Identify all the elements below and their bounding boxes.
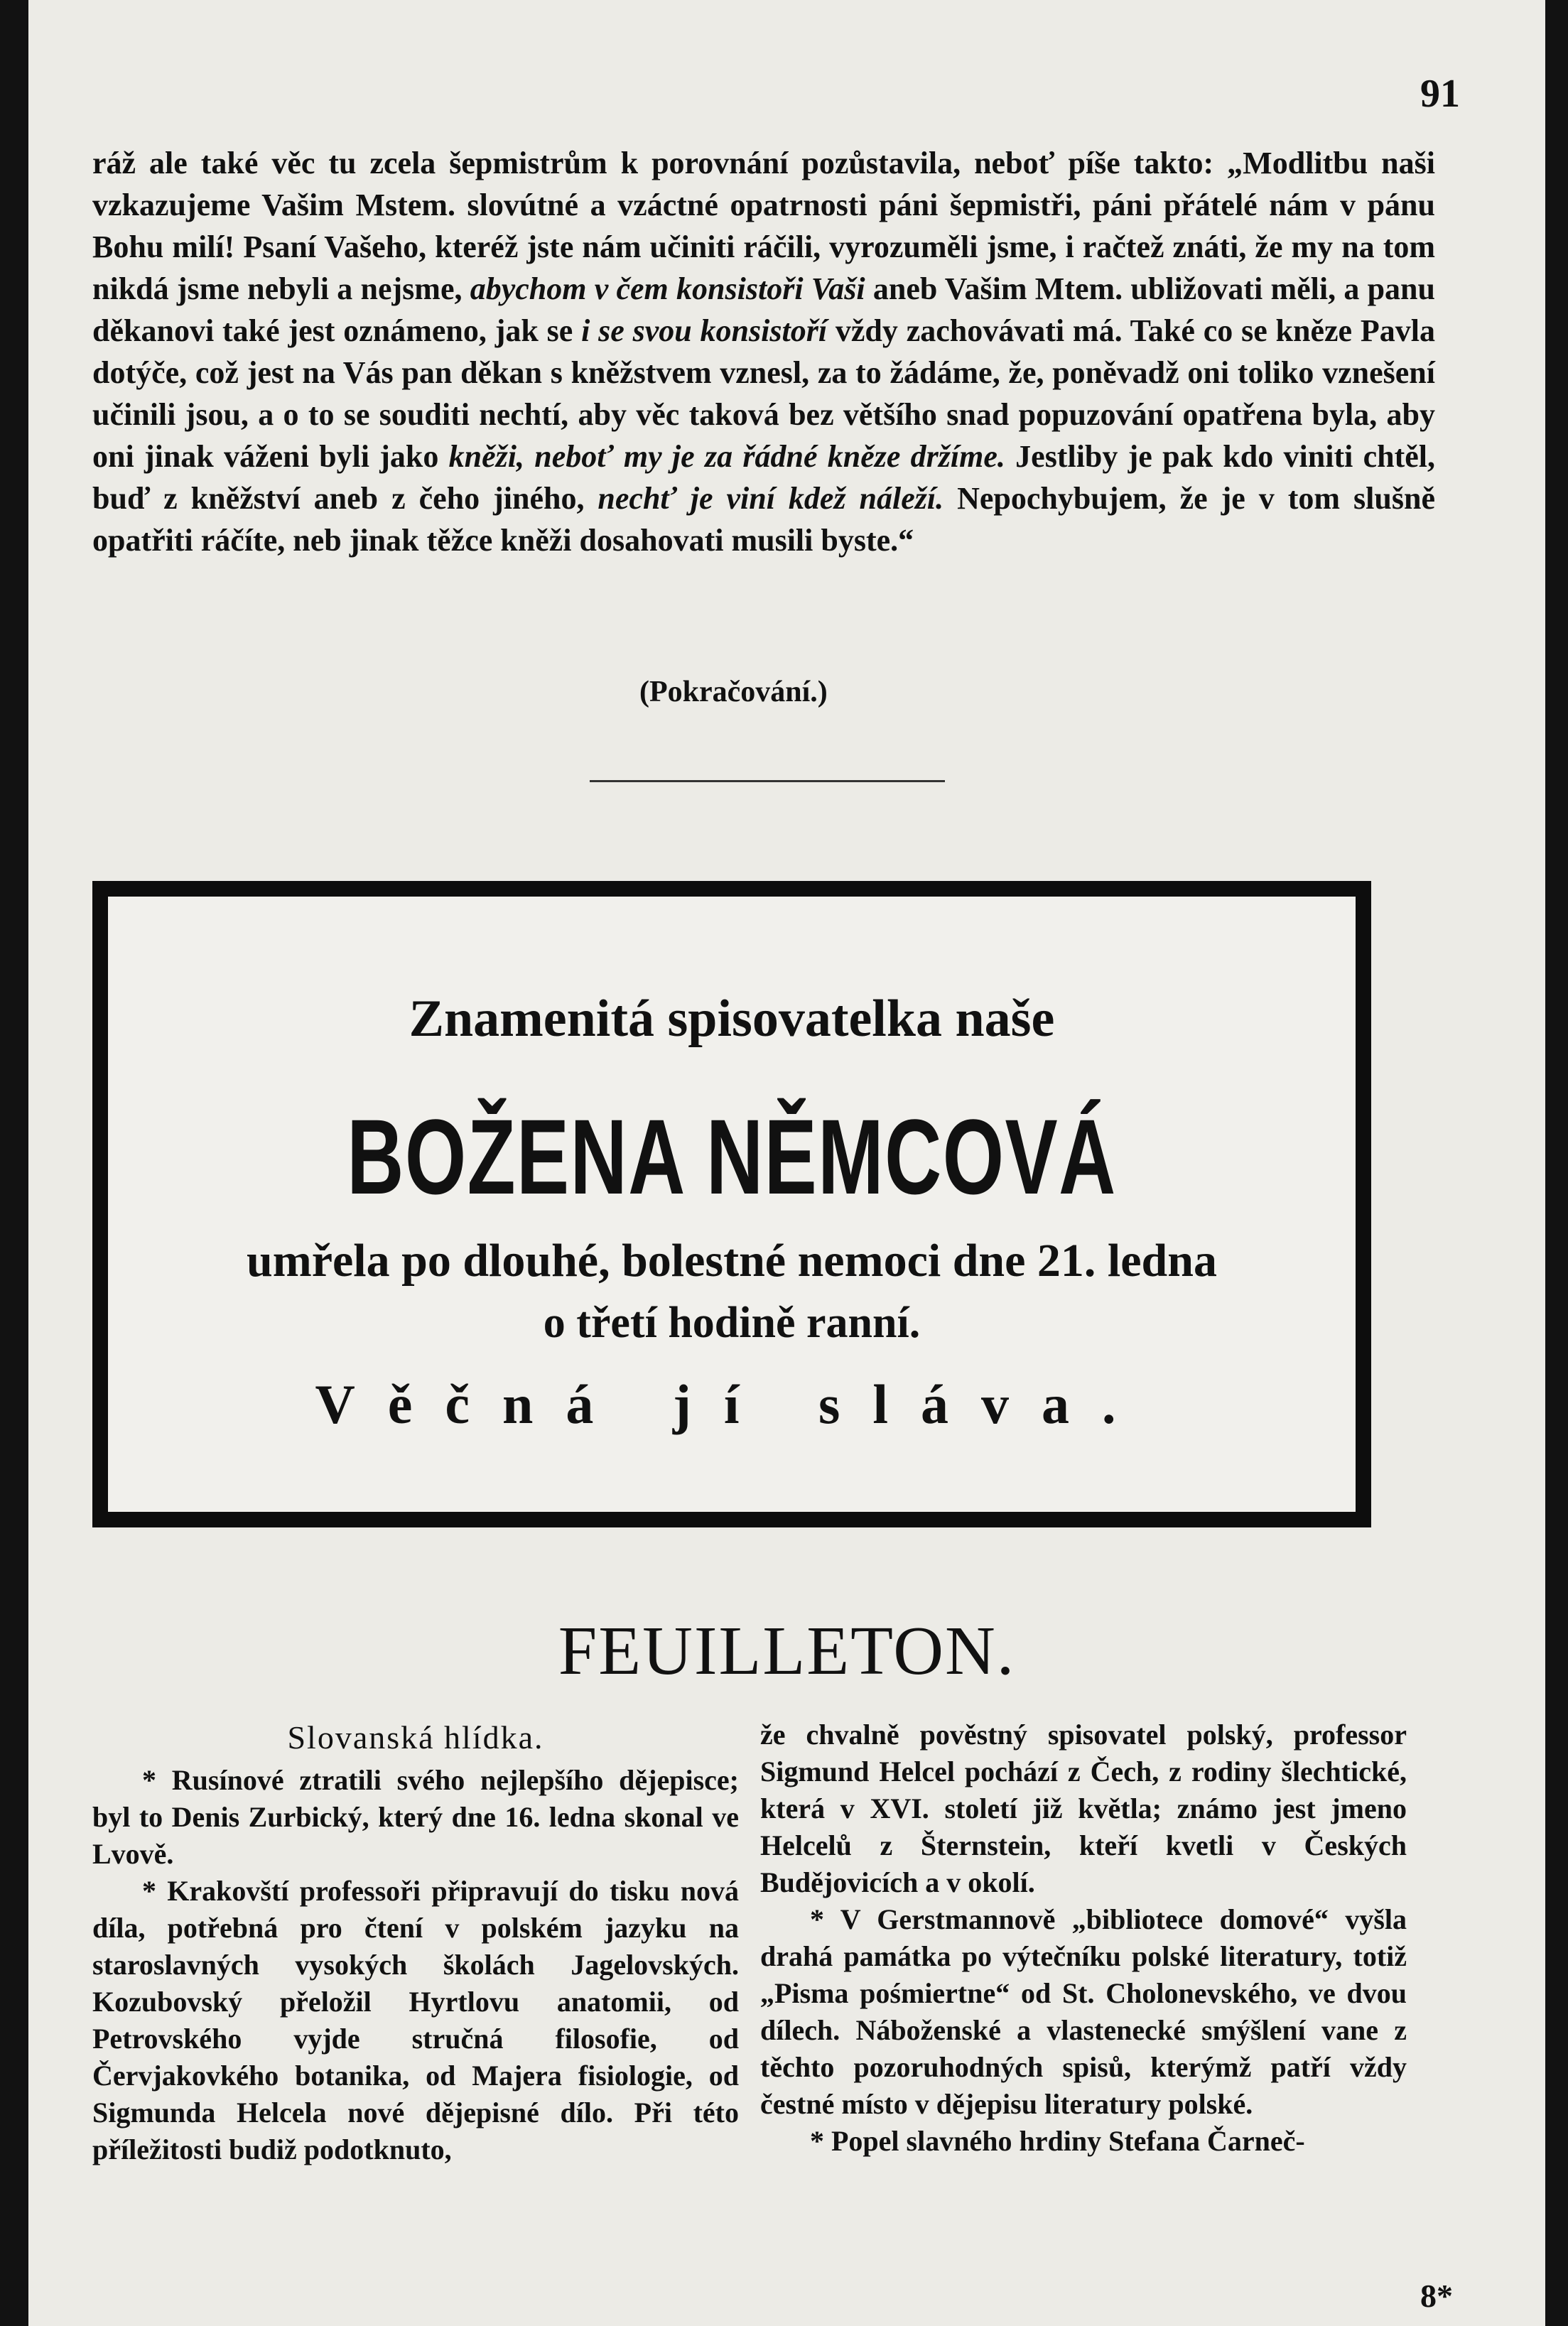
text-run-italic: nechť je viní kdež náleží. bbox=[598, 481, 944, 516]
continued-label: (Pokračování.) bbox=[639, 676, 828, 708]
text-run: Nepochybujem, že je v tom slušně opatřiti ráčíte, neb jinak těžce kněži dosahovati musili byste.“ bbox=[92, 481, 1435, 558]
notice-name: BOŽENA NĚMCOVÁ bbox=[347, 1097, 1117, 1216]
page-number: 91 bbox=[1420, 72, 1460, 116]
text-run-italic: i se svou konsistoří bbox=[581, 313, 828, 348]
text-run: aneb Vašim Mtem. ubližovati měli, a panu děkanovi také jest oznámeno, jak se bbox=[92, 271, 1435, 348]
news-item: * Rusínové ztratili svého nejlepšího dějepisce; byl to Denis Zurbický, který dne 16. ledna skonal ve Lvově. bbox=[92, 1764, 739, 1870]
news-item: * V Gerstmannově „bibliotece domové“ vyšla drahá památka po výtečníku polské literatury, totiž „Pisma pośmiertne“ od St. Cholonevského, ve dvou dílech. Náboženské a vlastenecké smýšlení vane z těchto pozoruhodných spisů, kterýmž patří vždy čestné místo v dějepisu literatury polské. bbox=[760, 1903, 1407, 2120]
text-run-italic: kněži, neboť my je za řádné kněze držíme. bbox=[448, 439, 1005, 474]
news-item: * Popel slavného hrdiny Stefana Čarneč- bbox=[810, 2125, 1305, 2157]
newspaper-page bbox=[28, 0, 1545, 2326]
notice-line-death: umřela po dlouhé, bolestné nemoci dne 21. ledna bbox=[247, 1235, 1217, 1287]
signature-mark: 8* bbox=[1420, 2278, 1453, 2314]
article-body bbox=[92, 142, 1435, 561]
news-item: že chvalně pověstný spisovatel polský, professor Sigmund Helcel pochází z Čech, z rodiny šlechtické, která v XVI. století již květla; známo jest jmeno Helcelů z Šternstein, kteří kvetli v Českých Budějovicích a v okolí. bbox=[760, 1719, 1407, 1898]
section-divider bbox=[590, 780, 945, 782]
column-heading: Slovanská hlídka. bbox=[287, 1719, 544, 1756]
obituary-notice bbox=[92, 881, 1371, 1527]
news-item: * Krakovští professoři připravují do tisku nová díla, potřebná pro čtení v polském jazyku na staroslavných vysokých školách Jagelovských. Kozubovský přeložil Hyrtlovu anatomii, od Petrovského vyjde stručná filosofie, od Červjakovkého botanika, od Majera fisiologie, od Sigmunda Helcela nové dějepisné dílo. Při této příležitosti budiž podotknuto, bbox=[92, 1875, 739, 2165]
text-run-italic: abychom v čem konsistoři Vaši bbox=[470, 271, 865, 306]
feuilleton-column-left bbox=[92, 1716, 739, 2168]
text-run: Jestliby je pak kdo viniti chtěl, buď z kněžství aneb z čeho jiného, bbox=[92, 439, 1435, 516]
notice-line-time: o třetí hodině ranní. bbox=[543, 1299, 921, 1347]
article-paragraph bbox=[92, 142, 1435, 561]
notice-intro: Znamenitá spisovatelka naše bbox=[409, 990, 1055, 1048]
feuilleton-title: FEUILLETON. bbox=[558, 1613, 1016, 1689]
text-run: ráž ale také věc tu zcela šepmistrům k porovnání pozůstavila, neboť píše takto: „Modlitbu naši vzkazujeme Vašim Mstem. slovútné a vzáctné opatrnosti páni šepmistři, páni přátelé nám v pánu Bohu milí! Psaní Vašeho, kteréž jste nám učiniti ráčili, vyrozuměli jsme, i račtež znáti, že my na tom nikdá jsme nebyli a nejsme, bbox=[92, 146, 1435, 306]
feuilleton-column-right bbox=[760, 1716, 1407, 2160]
notice-line-glory: Věčná jí sláva. bbox=[315, 1373, 1149, 1435]
text-run: vždy zachovávati má. Také co se kněze Pavla dotýče, což jest na Vás pan děkan s kněžstvem vznesl, za to žádáme, že, poněvadž oni toliko vznešení učinili jsou, a o to se souditi nechtí, aby věc taková bez většího snad popuzování opatřena byla, aby oni jinak váženi byli jako bbox=[92, 313, 1435, 474]
